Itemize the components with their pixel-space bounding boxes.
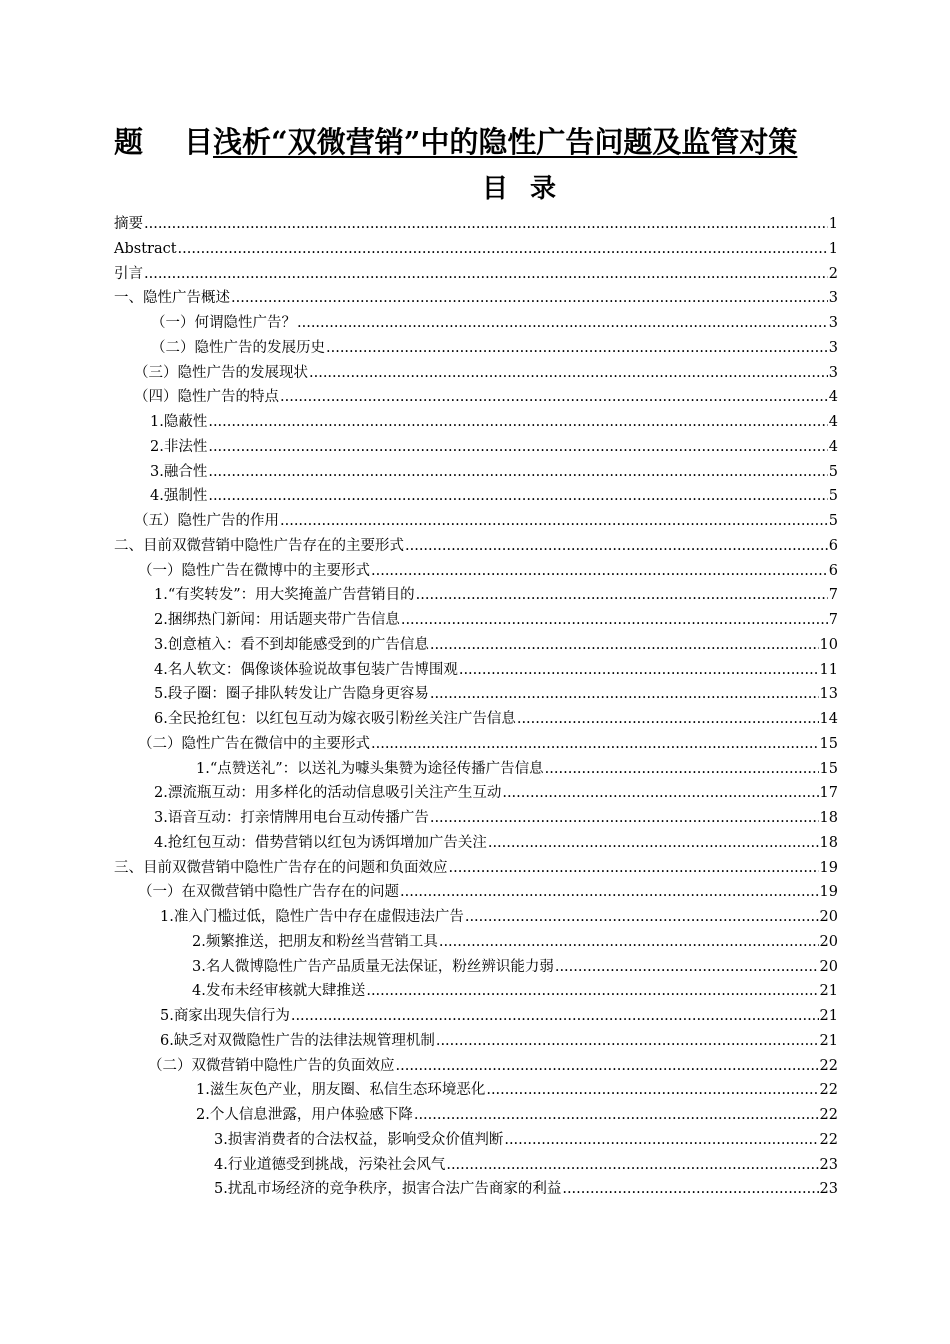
toc-entry-page: 21 — [819, 1008, 838, 1024]
toc-entry-page: 21 — [819, 983, 838, 1000]
toc-entry-text: （三）隐性广告的发展现状 — [134, 364, 308, 381]
toc-entry-text: Abstract — [114, 240, 177, 257]
toc-entry[interactable] — [114, 707, 838, 732]
toc-entry-text: 4.强制性 — [150, 488, 208, 505]
toc-entry-page: 22 — [819, 1057, 838, 1074]
toc-entry[interactable] — [114, 658, 838, 683]
toc-entry[interactable] — [114, 311, 838, 336]
toc-leader-dots — [414, 1103, 819, 1128]
toc-entry-page: 22 — [819, 1131, 838, 1148]
toc-entry-page: 19 — [819, 859, 838, 876]
toc-leader-dots — [446, 1153, 818, 1178]
toc-entry-page: 5 — [828, 513, 838, 529]
toc-entry[interactable] — [114, 460, 838, 485]
toc-entry-page: 7 — [828, 587, 838, 604]
toc-entry-text: 摘要 — [114, 216, 143, 232]
toc-leader-dots — [208, 484, 827, 509]
toc-leader-dots — [401, 608, 828, 633]
toc-leader-dots — [280, 509, 828, 534]
toc-entry[interactable] — [114, 509, 838, 534]
toc-entry[interactable] — [114, 1103, 838, 1128]
toc-entry-page: 4 — [828, 438, 838, 455]
toc-entry[interactable] — [114, 608, 838, 633]
toc-entry-text: 2.频繁推送，把朋友和粉丝当营销工具 — [192, 933, 438, 950]
toc-entry-text: 1.滋生灰色产业，朋友圈、私信生态环境恶化 — [196, 1082, 486, 1099]
toc-leader-dots — [366, 979, 818, 1004]
toc-leader-dots — [405, 534, 828, 559]
toc-entry-page: 14 — [819, 711, 838, 727]
toc-entry[interactable] — [114, 930, 838, 955]
document-title — [114, 122, 834, 162]
toc-entry-text: （二）隐性广告在微信中的主要形式 — [138, 735, 370, 752]
toc-entry[interactable] — [114, 1029, 838, 1054]
toc-entry-page: 13 — [819, 686, 838, 703]
toc-entry-page: 7 — [828, 612, 838, 628]
toc-leader-dots — [371, 732, 819, 757]
toc-leader-dots — [309, 361, 828, 386]
toc-entry-text: 2.漂流瓶互动：用多样化的活动信息吸引关注产生互动 — [154, 785, 502, 802]
toc-leader-dots — [465, 905, 819, 930]
toc-leader-dots — [291, 1004, 819, 1029]
toc-entry-text: 1.“有奖转发”：用大奖掩盖广告营销目的 — [154, 587, 415, 604]
toc-entry-text: （二）隐性广告的发展历史 — [151, 339, 325, 356]
toc-entry[interactable] — [114, 410, 838, 435]
toc-entry-text: 2.捆绑热门新闻：用话题夹带广告信息 — [154, 612, 400, 628]
toc-entry[interactable] — [114, 262, 838, 287]
toc-entry-page: 3 — [828, 290, 838, 307]
toc-leader-dots — [502, 781, 818, 806]
toc-entry-text: 5.商家出现失信行为 — [160, 1008, 290, 1024]
toc-entry-page: 18 — [819, 834, 838, 851]
toc-leader-dots — [555, 955, 819, 980]
toc-entry-page: 3 — [828, 315, 838, 331]
toc-entry[interactable] — [114, 212, 838, 237]
toc-entry[interactable] — [114, 237, 838, 262]
toc-entry-text: 3.融合性 — [150, 463, 208, 480]
toc-leader-dots — [208, 410, 827, 435]
toc-entry-page: 6 — [828, 537, 838, 554]
toc-entry-text: （四）隐性广告的特点 — [134, 389, 279, 406]
toc-leader-dots — [231, 286, 828, 311]
toc-leader-dots — [326, 336, 828, 361]
toc-entry[interactable] — [114, 534, 838, 559]
toc-entry-text: 5.段子圈：圈子排队转发让广告隐身更容易 — [154, 686, 429, 703]
toc-entry[interactable] — [114, 955, 838, 980]
toc-entry-text: （一）隐性广告在微博中的主要形式 — [138, 562, 370, 579]
table-of-contents — [114, 212, 838, 1202]
toc-entry-page: 18 — [819, 810, 838, 826]
toc-entry[interactable] — [114, 361, 838, 386]
toc-entry-text: 1.准入门槛过低，隐性广告中存在虚假违法广告 — [160, 909, 464, 925]
toc-entry-text: 2.个人信息泄露，用户体验感下降 — [196, 1107, 413, 1123]
toc-leader-dots — [430, 682, 819, 707]
toc-entry-text: 6.缺乏对双微隐性广告的法律法规管理机制 — [160, 1032, 435, 1049]
toc-entry-page: 20 — [819, 909, 838, 925]
toc-entry[interactable] — [114, 385, 838, 410]
toc-leader-dots — [459, 658, 819, 683]
toc-entry[interactable] — [114, 484, 838, 509]
toc-entry-page: 1 — [828, 240, 838, 257]
toc-leader-dots — [208, 435, 827, 460]
toc-entry-text: （五）隐性广告的作用 — [134, 513, 279, 529]
toc-entry-text: 4.名人软文：偶像谈体验说故事包装广告博围观 — [154, 661, 458, 678]
toc-leader-dots — [297, 311, 828, 336]
toc-entry[interactable] — [114, 559, 838, 584]
toc-entry-text: 2.非法性 — [150, 438, 208, 455]
toc-entry-page: 20 — [819, 933, 838, 950]
toc-entry-text: 4.抢红包互动：借势营销以红包为诱饵增加广告关注 — [154, 834, 487, 851]
toc-entry-page: 22 — [819, 1082, 838, 1099]
toc-leader-dots — [396, 1054, 819, 1079]
title-text: 浅析“双微营销”中的隐性广告问题及监管对策 — [213, 125, 798, 159]
toc-leader-dots — [430, 806, 819, 831]
toc-entry-text: 3.语音互动：打亲情牌用电台互动传播广告 — [154, 810, 429, 826]
toc-entry-page: 23 — [819, 1156, 838, 1173]
toc-entry[interactable] — [114, 732, 838, 757]
toc-leader-dots — [439, 930, 819, 955]
toc-entry-page: 4 — [828, 389, 838, 406]
toc-entry[interactable] — [114, 806, 838, 831]
toc-entry-text: （一）何谓隐性广告？ — [151, 315, 296, 331]
toc-entry-page: 1 — [828, 216, 838, 232]
toc-entry[interactable] — [114, 856, 838, 881]
toc-entry-text: 6.全民抢红包：以红包互动为嫁衣吸引粉丝关注广告信息 — [154, 711, 516, 727]
toc-entry-page: 21 — [819, 1032, 838, 1049]
toc-entry-text: 3.损害消费者的合法权益，影响受众价值判断 — [214, 1131, 504, 1148]
toc-entry[interactable] — [114, 905, 838, 930]
title-label-1: 题 — [114, 125, 144, 159]
toc-leader-dots — [400, 880, 819, 905]
toc-entry[interactable] — [114, 979, 838, 1004]
toc-entry[interactable] — [114, 1054, 838, 1079]
toc-leader-dots — [436, 1029, 819, 1054]
toc-leader-dots — [371, 559, 828, 584]
toc-entry-text: （二）双微营销中隐性广告的负面效应 — [148, 1057, 395, 1074]
toc-leader-dots — [449, 856, 819, 881]
toc-entry[interactable] — [114, 880, 838, 905]
toc-entry[interactable] — [114, 583, 838, 608]
toc-entry-page: 5 — [828, 463, 838, 480]
toc-entry-page: 15 — [819, 760, 838, 777]
toc-leader-dots — [416, 583, 828, 608]
toc-entry-page: 22 — [819, 1107, 838, 1123]
toc-entry[interactable] — [114, 286, 838, 311]
toc-entry-text: （一）在双微营销中隐性广告存在的问题 — [138, 884, 399, 901]
toc-entry-text: 1.“点赞送礼”：以送礼为噱头集赞为途径传播广告信息 — [196, 760, 544, 777]
toc-entry-page: 19 — [819, 884, 838, 901]
toc-entry-text: 1.隐蔽性 — [150, 414, 208, 430]
toc-leader-dots — [488, 831, 819, 856]
toc-entry-page: 6 — [828, 562, 838, 579]
toc-entry-text: 三、目前双微营销中隐性广告存在的问题和负面效应 — [114, 859, 448, 876]
toc-leader-dots — [545, 757, 819, 782]
toc-entry-text: 4.行业道德受到挑战，污染社会风气 — [214, 1156, 446, 1173]
toc-entry-page: 15 — [819, 735, 838, 752]
toc-entry-text: 3.名人微博隐性广告产品质量无法保证，粉丝辨识能力弱 — [192, 958, 554, 975]
toc-entry[interactable] — [114, 682, 838, 707]
toc-entry[interactable] — [114, 1128, 838, 1153]
toc-entry-page: 10 — [819, 636, 838, 653]
toc-entry[interactable] — [114, 1004, 838, 1029]
toc-entry[interactable] — [114, 633, 838, 658]
toc-entry-text: 4.发布未经审核就大肆推送 — [192, 983, 366, 1000]
toc-entry-text: 一、隐性广告概述 — [114, 290, 230, 307]
toc-entry-page: 4 — [828, 414, 838, 430]
toc-leader-dots — [280, 385, 828, 410]
toc-entry-text: 5.扰乱市场经济的竞争秩序，损害合法广告商家的利益 — [214, 1181, 562, 1198]
toc-entry[interactable] — [114, 336, 838, 361]
toc-leader-dots — [562, 1177, 818, 1202]
toc-entry-page: 5 — [828, 488, 838, 505]
toc-entry-page: 17 — [819, 785, 838, 802]
toc-leader-dots — [178, 237, 828, 262]
title-label-2: 目 — [184, 125, 214, 159]
toc-entry-page: 20 — [819, 958, 838, 975]
toc-entry-page: 2 — [828, 265, 838, 282]
toc-heading: 目录 — [481, 174, 578, 204]
toc-entry-page: 23 — [819, 1181, 838, 1198]
toc-leader-dots — [144, 262, 828, 287]
toc-entry[interactable] — [114, 831, 838, 856]
toc-entry-text: 二、目前双微营销中隐性广告存在的主要形式 — [114, 537, 404, 554]
toc-leader-dots — [517, 707, 819, 732]
toc-entry-page: 3 — [828, 339, 838, 356]
toc-entry[interactable] — [114, 1177, 838, 1202]
toc-entry[interactable] — [114, 781, 838, 806]
toc-entry[interactable] — [114, 435, 838, 460]
toc-entry[interactable] — [114, 1078, 838, 1103]
toc-entry[interactable] — [114, 757, 838, 782]
toc-leader-dots — [486, 1078, 818, 1103]
toc-leader-dots — [208, 460, 827, 485]
toc-entry-page: 11 — [819, 661, 838, 678]
toc-leader-dots — [144, 212, 828, 237]
toc-entry-text: 引言 — [114, 265, 143, 282]
toc-leader-dots — [504, 1128, 818, 1153]
toc-entry-page: 3 — [828, 364, 838, 381]
toc-entry-text: 3.创意植入：看不到却能感受到的广告信息 — [154, 636, 429, 653]
toc-entry[interactable] — [114, 1153, 838, 1178]
toc-leader-dots — [430, 633, 819, 658]
